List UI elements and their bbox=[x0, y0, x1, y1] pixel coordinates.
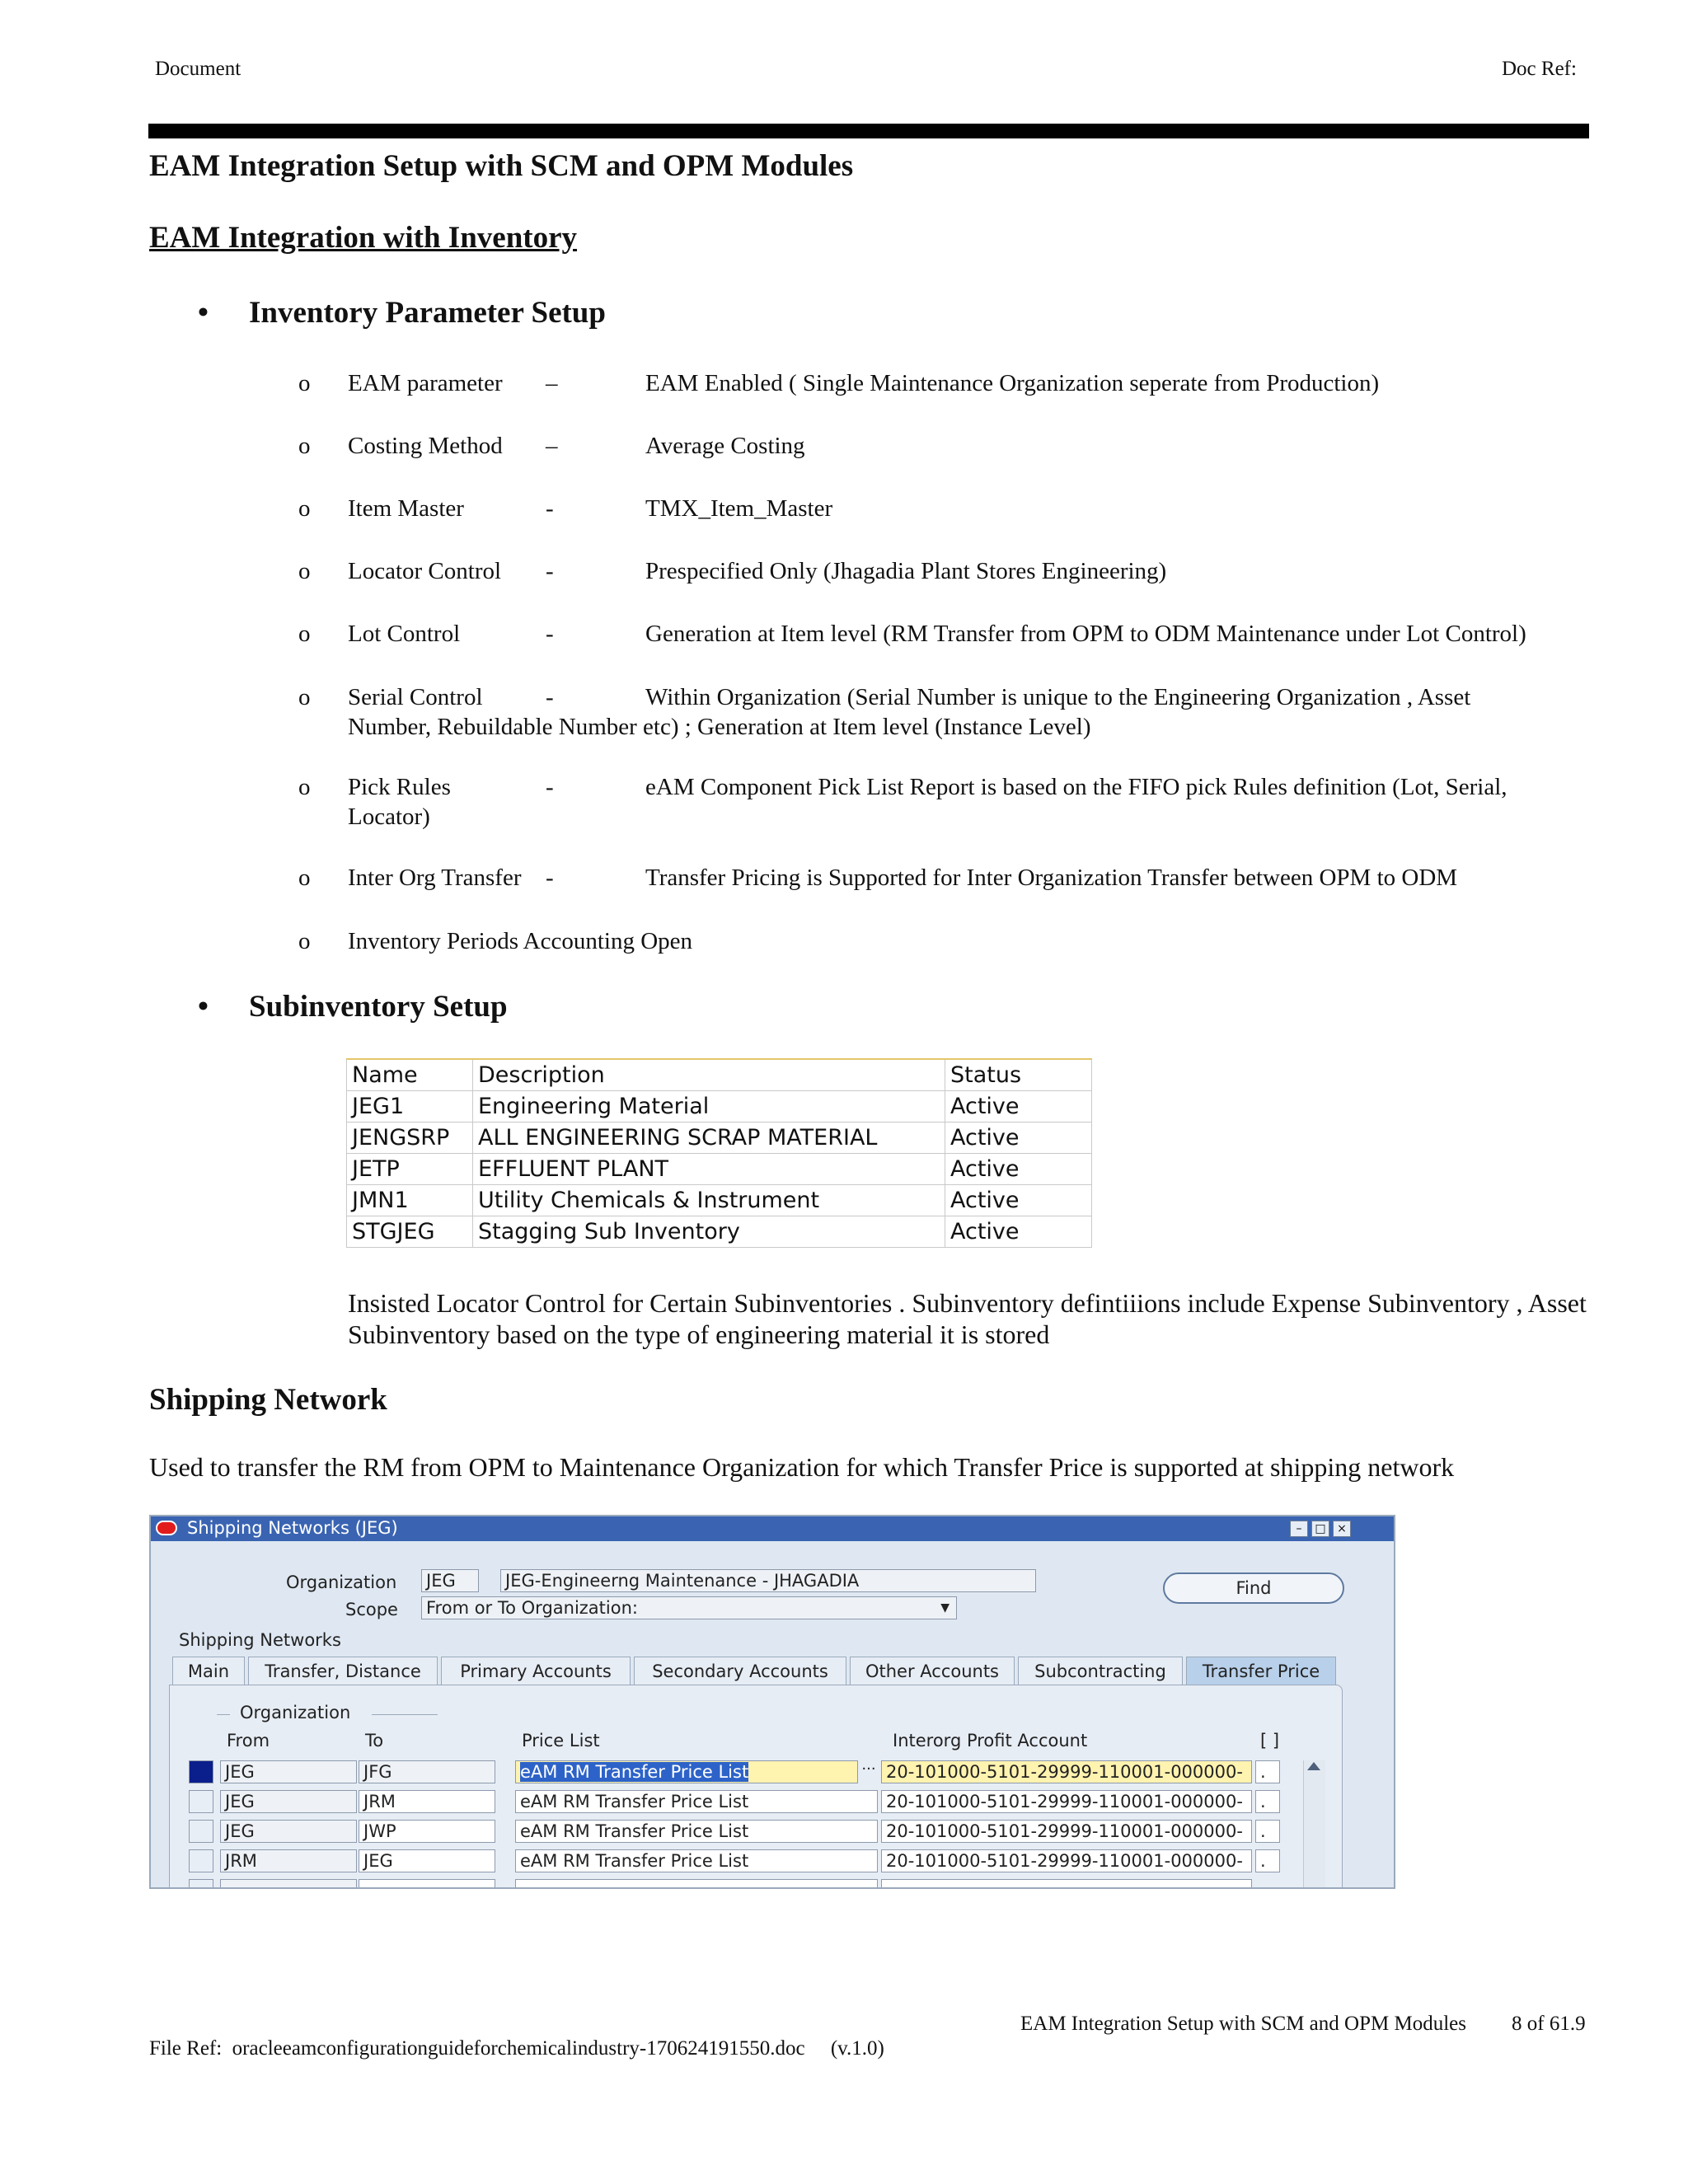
param-value: EAM Enabled ( Single Maintenance Organization seperate from Production) bbox=[645, 370, 1380, 396]
table-row bbox=[347, 1154, 1092, 1185]
vertical-scrollbar[interactable] bbox=[1303, 1760, 1325, 1889]
param-label: Item Master bbox=[348, 495, 464, 522]
minimize-icon[interactable]: – bbox=[1290, 1521, 1308, 1537]
subinventory-heading bbox=[198, 989, 508, 1024]
flexfield-field[interactable]: . bbox=[1255, 1820, 1280, 1843]
cell-status: Active bbox=[945, 1185, 1092, 1216]
price-list-field[interactable]: eAM RM Transfer Price List bbox=[515, 1849, 878, 1872]
inventory-heading bbox=[198, 295, 606, 330]
cell-status: Active bbox=[945, 1122, 1092, 1154]
cell-name: JETP bbox=[347, 1154, 473, 1185]
column-header-interorg-profit-account: Interorg Profit Account bbox=[893, 1731, 1088, 1750]
row-selector[interactable] bbox=[189, 1820, 213, 1843]
param-value: eAM Component Pick List Report is based on the FIFO pick Rules definition (Lot, Serial, bbox=[645, 774, 1507, 800]
oracle-logo-icon bbox=[156, 1521, 177, 1535]
header-right: Doc Ref: bbox=[1502, 58, 1577, 80]
param-label: Pick Rules bbox=[348, 774, 451, 800]
interorg-profit-account-field[interactable]: 20-101000-5101-29999-110001-000000- bbox=[881, 1820, 1252, 1843]
scope-value: From or To Organization: bbox=[426, 1598, 638, 1618]
subinventory-heading-text: Subinventory Setup bbox=[249, 990, 508, 1024]
param-label: Costing Method bbox=[348, 433, 503, 459]
column-header-description: Description bbox=[473, 1059, 945, 1091]
param-label: Lot Control bbox=[348, 621, 461, 647]
scope-select[interactable] bbox=[421, 1596, 957, 1619]
price-list-field[interactable]: eAM RM Transfer Price List bbox=[515, 1820, 878, 1843]
window-title: Shipping Networks (JEG) bbox=[187, 1518, 398, 1538]
cell-name: JEG1 bbox=[347, 1091, 473, 1122]
tab-transfer-distance[interactable]: Transfer, Distance bbox=[248, 1657, 438, 1685]
document-title: EAM Integration Setup with SCM and OPM Modules bbox=[149, 149, 854, 183]
window-title-bar bbox=[151, 1516, 1394, 1541]
inventory-heading-text: Inventory Parameter Setup bbox=[249, 296, 606, 330]
circle-bullet-icon: o bbox=[298, 433, 311, 459]
circle-bullet-icon: o bbox=[298, 558, 311, 584]
param-label: Serial Control bbox=[348, 684, 483, 710]
interorg-profit-account-field[interactable]: 20-101000-5101-29999-110001-000000- bbox=[881, 1790, 1252, 1813]
cell-status: Active bbox=[945, 1216, 1092, 1248]
price-list-field[interactable]: eAM RM Transfer Price List bbox=[515, 1790, 878, 1813]
to-org-field[interactable]: JFG bbox=[359, 1760, 495, 1783]
cell-description: Utility Chemicals & Instrument bbox=[473, 1185, 945, 1216]
circle-bullet-icon: o bbox=[298, 684, 311, 710]
close-icon[interactable]: × bbox=[1333, 1521, 1351, 1537]
param-value: Average Costing bbox=[645, 433, 805, 459]
organization-code-field[interactable]: JEG bbox=[421, 1569, 479, 1592]
column-header-name: Name bbox=[347, 1059, 473, 1091]
column-header-price-list: Price List bbox=[522, 1731, 600, 1750]
table-row bbox=[347, 1091, 1092, 1122]
bullet-icon: • bbox=[198, 296, 209, 330]
maximize-icon[interactable]: □ bbox=[1311, 1521, 1329, 1537]
from-org-field[interactable]: JEG bbox=[220, 1790, 357, 1813]
param-dash: – bbox=[546, 433, 558, 459]
shipping-heading: Shipping Network bbox=[149, 1383, 387, 1417]
to-org-field[interactable] bbox=[359, 1879, 495, 1889]
bullet-icon: • bbox=[198, 990, 209, 1024]
tab-transfer-price[interactable]: Transfer Price bbox=[1186, 1657, 1336, 1685]
interorg-profit-account-field[interactable]: 20-101000-5101-29999-110001-000000- bbox=[881, 1760, 1252, 1783]
row-selector[interactable] bbox=[189, 1849, 213, 1872]
param-value-continued: Locator) bbox=[348, 804, 430, 830]
param-dash: - bbox=[546, 621, 554, 647]
header-rule bbox=[148, 124, 1589, 138]
table-header-row bbox=[347, 1059, 1092, 1091]
param-label: Inventory Periods Accounting Open bbox=[348, 928, 693, 954]
circle-bullet-icon: o bbox=[298, 774, 311, 800]
group-divider bbox=[217, 1714, 230, 1715]
to-org-field[interactable]: JRM bbox=[359, 1790, 495, 1813]
row-selector[interactable] bbox=[189, 1760, 213, 1783]
param-dash: - bbox=[546, 774, 554, 800]
shipping-networks-window bbox=[149, 1515, 1395, 1889]
to-org-field[interactable]: JEG bbox=[359, 1849, 495, 1872]
row-selector[interactable] bbox=[189, 1790, 213, 1813]
tab-other-accounts[interactable]: Other Accounts bbox=[850, 1657, 1015, 1685]
flexfield-field[interactable]: . bbox=[1255, 1790, 1280, 1813]
shipping-networks-group-label: Shipping Networks bbox=[179, 1630, 341, 1650]
param-dash: - bbox=[546, 865, 554, 891]
interorg-profit-account-field[interactable]: 20-101000-5101-29999-110001-000000- bbox=[881, 1849, 1252, 1872]
header-left: Document bbox=[155, 58, 241, 80]
price-list-field[interactable] bbox=[515, 1879, 878, 1889]
column-header-status: Status bbox=[945, 1059, 1092, 1091]
cell-name: STGJEG bbox=[347, 1216, 473, 1248]
circle-bullet-icon: o bbox=[298, 865, 311, 891]
footer-file-ref: File Ref: oracleeamconfigurationguideforchemicalindustry-170624191550.doc (v.1.0) bbox=[149, 2037, 884, 2060]
param-value: TMX_Item_Master bbox=[645, 495, 833, 522]
footer-page-number: 8 of 61.9 bbox=[1512, 2013, 1586, 2035]
cell-description: Stagging Sub Inventory bbox=[473, 1216, 945, 1248]
from-org-field[interactable]: JEG bbox=[220, 1820, 357, 1843]
price-list-value: eAM RM Transfer Price List bbox=[520, 1762, 749, 1782]
circle-bullet-icon: o bbox=[298, 928, 311, 954]
circle-bullet-icon: o bbox=[298, 495, 311, 522]
tab-secondary-accounts[interactable]: Secondary Accounts bbox=[634, 1657, 846, 1685]
cell-name: JMN1 bbox=[347, 1185, 473, 1216]
cell-description: EFFLUENT PLANT bbox=[473, 1154, 945, 1185]
organization-group-label: Organization bbox=[240, 1703, 351, 1722]
param-value-continued: Number, Rebuildable Number etc) ; Generation at Item level (Instance Level) bbox=[348, 714, 1091, 740]
footer-section-title: EAM Integration Setup with SCM and OPM Modules bbox=[1020, 2013, 1466, 2035]
tab-subcontracting[interactable]: Subcontracting bbox=[1018, 1657, 1183, 1685]
param-dash: - bbox=[546, 495, 554, 522]
column-header-flexfield: [ ] bbox=[1260, 1731, 1280, 1750]
chevron-down-icon: ▼ bbox=[940, 1601, 950, 1615]
from-org-field[interactable]: JEG bbox=[220, 1760, 357, 1783]
circle-bullet-icon: o bbox=[298, 370, 311, 396]
cell-description: Engineering Material bbox=[473, 1091, 945, 1122]
from-org-field[interactable]: JRM bbox=[220, 1849, 357, 1872]
scroll-up-icon[interactable] bbox=[1307, 1762, 1320, 1770]
param-dash: - bbox=[546, 558, 554, 584]
param-label: Locator Control bbox=[348, 558, 502, 584]
scope-label: Scope bbox=[345, 1600, 398, 1619]
param-label: Inter Org Transfer bbox=[348, 865, 522, 891]
row-selector[interactable] bbox=[189, 1879, 213, 1889]
group-divider bbox=[372, 1714, 438, 1715]
table-row bbox=[347, 1216, 1092, 1248]
cell-status: Active bbox=[945, 1154, 1092, 1185]
circle-bullet-icon: o bbox=[298, 621, 311, 647]
table-row bbox=[347, 1185, 1092, 1216]
param-label: EAM parameter bbox=[348, 370, 503, 396]
param-dash: - bbox=[546, 684, 554, 710]
from-org-field[interactable] bbox=[220, 1879, 357, 1889]
shipping-description: Used to transfer the RM from OPM to Maintenance Organization for which Transfer Price is supported at shipping network bbox=[149, 1452, 1455, 1482]
interorg-profit-account-field[interactable] bbox=[881, 1879, 1252, 1889]
list-of-values-icon[interactable]: ··· bbox=[861, 1760, 876, 1778]
flexfield-field[interactable]: . bbox=[1255, 1849, 1280, 1872]
table-row bbox=[347, 1122, 1092, 1154]
price-list-field[interactable] bbox=[515, 1760, 858, 1783]
param-value: Within Organization (Serial Number is unique to the Engineering Organization , Asset bbox=[645, 684, 1471, 710]
tab-primary-accounts[interactable]: Primary Accounts bbox=[441, 1657, 631, 1685]
cell-description: ALL ENGINEERING SCRAP MATERIAL bbox=[473, 1122, 945, 1154]
section-title: EAM Integration with Inventory bbox=[149, 221, 578, 255]
param-value: Prespecified Only (Jhagadia Plant Stores Engineering) bbox=[645, 558, 1167, 584]
cell-status: Active bbox=[945, 1091, 1092, 1122]
param-dash: – bbox=[546, 370, 558, 396]
column-header-from: From bbox=[227, 1731, 270, 1750]
column-header-to: To bbox=[365, 1731, 384, 1750]
subinventory-note: Insisted Locator Control for Certain Subinventories . Subinventory defintiiions include Expense Subinventory , Asset Subinventory based on the type of engineering material it is stored bbox=[348, 1288, 1587, 1349]
cell-name: JENGSRP bbox=[347, 1122, 473, 1154]
param-value: Transfer Pricing is Supported for Inter Organization Transfer between OPM to ODM bbox=[645, 865, 1458, 891]
flexfield-field[interactable]: . bbox=[1255, 1760, 1280, 1783]
tab-main[interactable]: Main bbox=[172, 1657, 245, 1685]
organization-label: Organization bbox=[286, 1572, 397, 1592]
subinventory-table bbox=[346, 1058, 1092, 1248]
organization-name-field[interactable]: JEG-Engineerng Maintenance - JHAGADIA bbox=[500, 1569, 1036, 1592]
find-button[interactable]: Find bbox=[1163, 1572, 1344, 1604]
to-org-field[interactable]: JWP bbox=[359, 1820, 495, 1843]
param-value: Generation at Item level (RM Transfer from OPM to ODM Maintenance under Lot Control) bbox=[645, 621, 1526, 647]
